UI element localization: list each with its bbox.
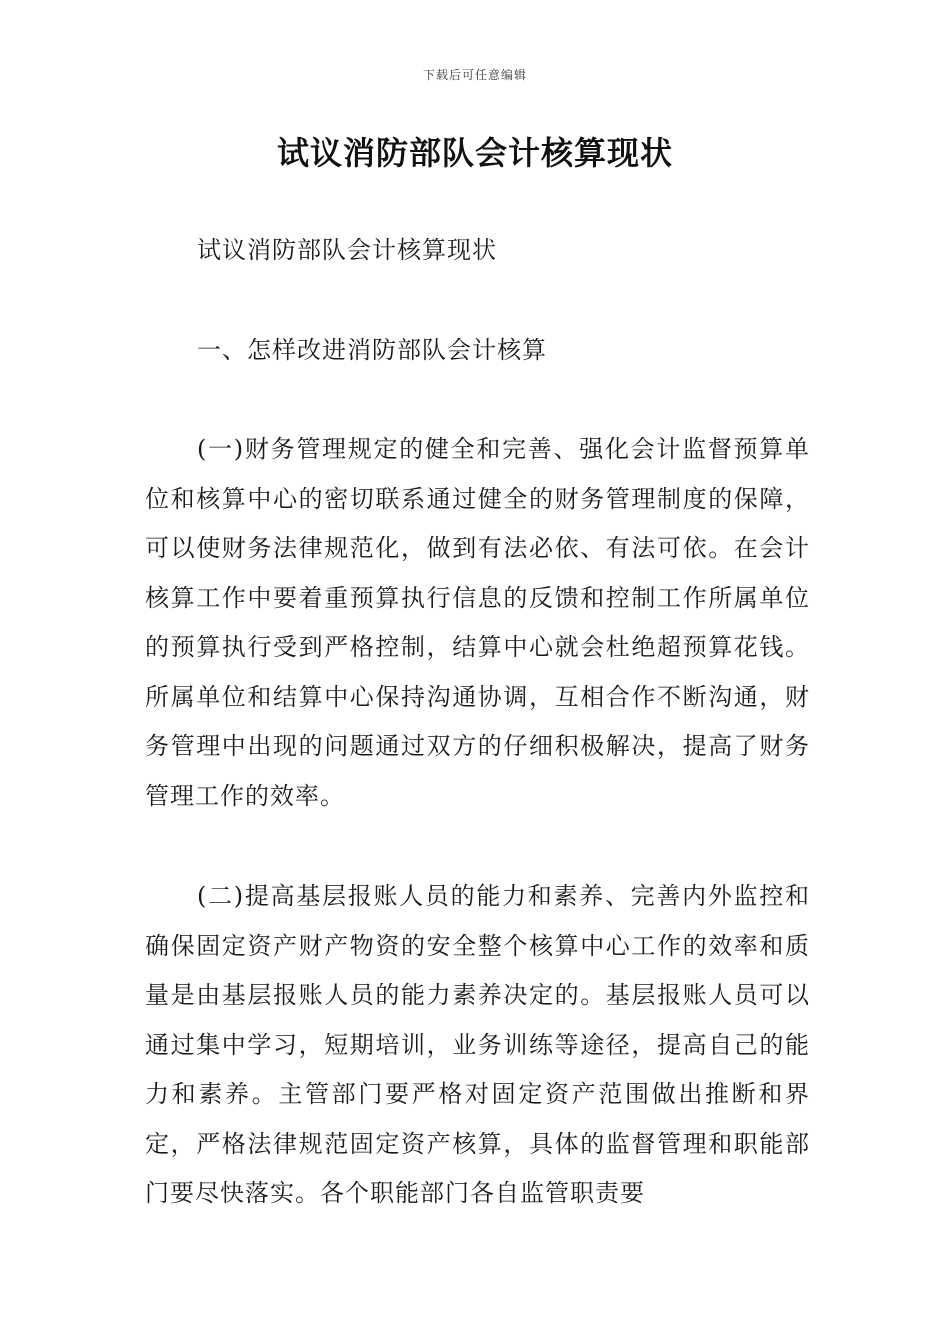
header-note: 下载后可任意编辑 bbox=[422, 68, 527, 82]
paragraph-1: (一)财务管理规定的健全和完善、强化会计监督预算单位和核算中心的密切联系通过健全的财务管理制度的保障，可以使财务法律规范化，做到有法必依、有法可依。在会计核算工作中要着重预算执行信息的反馈和控制工作所属单位的预算执行受到严格控制，结算中心就会杜绝超预算花钱。所属单位和结算中心保持沟通协调，互相合作不断沟通，财务管理中出现的问题通过双方的仔细积极解决，提高了财务管理工作的效率。 bbox=[145, 435, 810, 810]
section-heading: 一、怎样改进消防部队会计核算 bbox=[197, 336, 547, 364]
document-title: 试议消防部队会计核算现状 bbox=[276, 134, 673, 172]
paragraph-2: (二)提高基层报账人员的能力和素养、完善内外监控和确保固定资产财产物资的安全整个核算中心工作的效率和质量是由基层报账人员的能力素养决定的。基层报账人员可以通过集中学习，短期培训，业务训练等途径，提高自己的能力和素养。主管部门要严格对固定资产范围做出推断和界定，严格法律规范固定资产核算，具体的监督管理和职能部门要尽快落实。各个职能部门各自监管职责要 bbox=[145, 882, 810, 1207]
subtitle-paragraph: 试议消防部队会计核算现状 bbox=[197, 236, 497, 264]
